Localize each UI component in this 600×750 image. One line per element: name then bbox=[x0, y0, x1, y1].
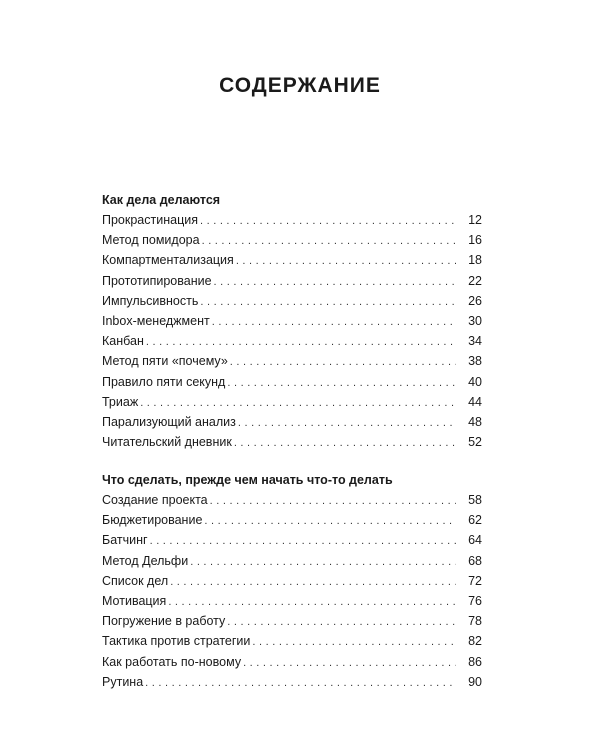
toc-entry-page: 68 bbox=[468, 553, 482, 568]
dot-leader bbox=[145, 673, 456, 693]
toc-entry[interactable] bbox=[102, 331, 482, 351]
dot-leader bbox=[170, 572, 456, 592]
dot-leader bbox=[200, 292, 456, 312]
toc-entry-label: Прокрастинация bbox=[102, 213, 198, 227]
toc-entry-label: Погружение в работу bbox=[102, 614, 226, 629]
dot-leader bbox=[204, 511, 456, 531]
toc-entry-page: 72 bbox=[468, 573, 482, 588]
dot-leader bbox=[227, 373, 456, 393]
toc-entry[interactable] bbox=[102, 372, 482, 392]
toc-entry-page: 18 bbox=[468, 253, 482, 268]
section-title: Что сделать, прежде чем начать что-то делать bbox=[102, 473, 393, 487]
toc-entry[interactable] bbox=[102, 210, 482, 230]
toc-entry-label: Парализующий анализ bbox=[102, 414, 236, 429]
toc-entry-page: 90 bbox=[468, 674, 482, 689]
toc-entry-label: Метод пяти «почему» bbox=[102, 354, 228, 369]
toc-entry-label: Inbox-менеджмент bbox=[102, 313, 210, 328]
toc-entry[interactable] bbox=[102, 311, 482, 331]
dot-leader bbox=[238, 413, 456, 433]
toc-entry-page: 26 bbox=[468, 293, 482, 308]
toc-entry-label: Метод помидора bbox=[102, 233, 200, 248]
toc-entry-page: 12 bbox=[468, 213, 482, 227]
dot-leader bbox=[190, 552, 456, 572]
toc-entry[interactable] bbox=[102, 551, 482, 571]
toc-entry[interactable] bbox=[102, 672, 482, 692]
toc-entry-label: Читательский дневник bbox=[102, 435, 232, 450]
dot-leader bbox=[200, 211, 456, 231]
toc-list bbox=[102, 490, 482, 692]
toc-entry-label: Компартментализация bbox=[102, 253, 234, 268]
toc-entry-label: Тактика против стратегии bbox=[102, 634, 251, 649]
toc-entry[interactable] bbox=[102, 631, 482, 651]
dot-leader bbox=[212, 312, 456, 332]
toc-entry[interactable] bbox=[102, 490, 482, 510]
toc-entry-label: Метод Дельфи bbox=[102, 553, 189, 568]
toc-entry-page: 64 bbox=[468, 533, 482, 548]
toc-entry-label: Канбан bbox=[102, 334, 144, 349]
toc-entry-page: 48 bbox=[468, 414, 482, 429]
toc-list bbox=[102, 210, 482, 452]
toc-entry-label: Прототипирование bbox=[102, 273, 212, 288]
toc-entry-label: Импульсивность bbox=[102, 293, 199, 308]
toc-entry-label: Список дел bbox=[102, 573, 169, 588]
toc-entry-label: Правило пяти секунд bbox=[102, 374, 226, 389]
toc-entry-label: Мотивация bbox=[102, 593, 167, 608]
toc-entry[interactable] bbox=[102, 230, 482, 250]
toc-entry-page: 76 bbox=[468, 593, 482, 608]
toc-entry-page: 52 bbox=[468, 435, 482, 450]
toc-entry[interactable] bbox=[102, 392, 482, 412]
toc-entry-page: 44 bbox=[468, 394, 482, 409]
toc-entry-page: 22 bbox=[468, 273, 482, 288]
dot-leader bbox=[236, 251, 456, 271]
toc-entry-page: 82 bbox=[468, 634, 482, 649]
toc-entry[interactable] bbox=[102, 652, 482, 672]
dot-leader bbox=[202, 231, 456, 251]
toc-entry[interactable] bbox=[102, 530, 482, 550]
toc-entry-page: 16 bbox=[468, 233, 482, 248]
toc-entry[interactable] bbox=[102, 510, 482, 530]
toc-entry-page: 58 bbox=[468, 493, 482, 507]
toc-entry[interactable] bbox=[102, 412, 482, 432]
toc-entry-label: Как работать по-новому bbox=[102, 654, 242, 669]
toc-entry[interactable] bbox=[102, 250, 482, 270]
dot-leader bbox=[210, 491, 456, 511]
dot-leader bbox=[214, 272, 456, 292]
dot-leader bbox=[150, 531, 456, 551]
toc-entry-page: 86 bbox=[468, 654, 482, 669]
toc-entry-page: 78 bbox=[468, 614, 482, 629]
toc-entry-page: 62 bbox=[468, 513, 482, 528]
dot-leader bbox=[230, 352, 456, 372]
dot-leader bbox=[227, 612, 456, 632]
dot-leader bbox=[146, 332, 456, 352]
toc-section-2 bbox=[102, 470, 482, 692]
toc-entry-label: Триаж bbox=[102, 394, 139, 409]
toc-entry-label: Бюджетирование bbox=[102, 513, 203, 528]
toc-entry-label: Создание проекта bbox=[102, 493, 208, 507]
dot-leader bbox=[234, 433, 456, 453]
dot-leader bbox=[243, 653, 456, 673]
toc-entry[interactable] bbox=[102, 571, 482, 591]
toc-entry-page: 40 bbox=[468, 374, 482, 389]
dot-leader bbox=[252, 632, 456, 652]
dot-leader bbox=[140, 393, 456, 413]
toc-entry[interactable] bbox=[102, 291, 482, 311]
page-title: СОДЕРЖАНИЕ bbox=[219, 74, 381, 97]
toc-entry-label: Батчинг bbox=[102, 533, 148, 548]
toc-entry[interactable] bbox=[102, 351, 482, 371]
toc-entry-label: Рутина bbox=[102, 674, 144, 689]
toc-entry-page: 38 bbox=[468, 354, 482, 369]
toc-entry-page: 30 bbox=[468, 313, 482, 328]
toc-entry[interactable] bbox=[102, 591, 482, 611]
section-title: Как дела делаются bbox=[102, 193, 221, 207]
dot-leader bbox=[168, 592, 456, 612]
toc-section-1 bbox=[102, 190, 482, 452]
toc-entry[interactable] bbox=[102, 271, 482, 291]
toc-entry[interactable] bbox=[102, 432, 482, 452]
toc-entry[interactable] bbox=[102, 611, 482, 631]
toc-entry-page: 34 bbox=[468, 334, 482, 349]
